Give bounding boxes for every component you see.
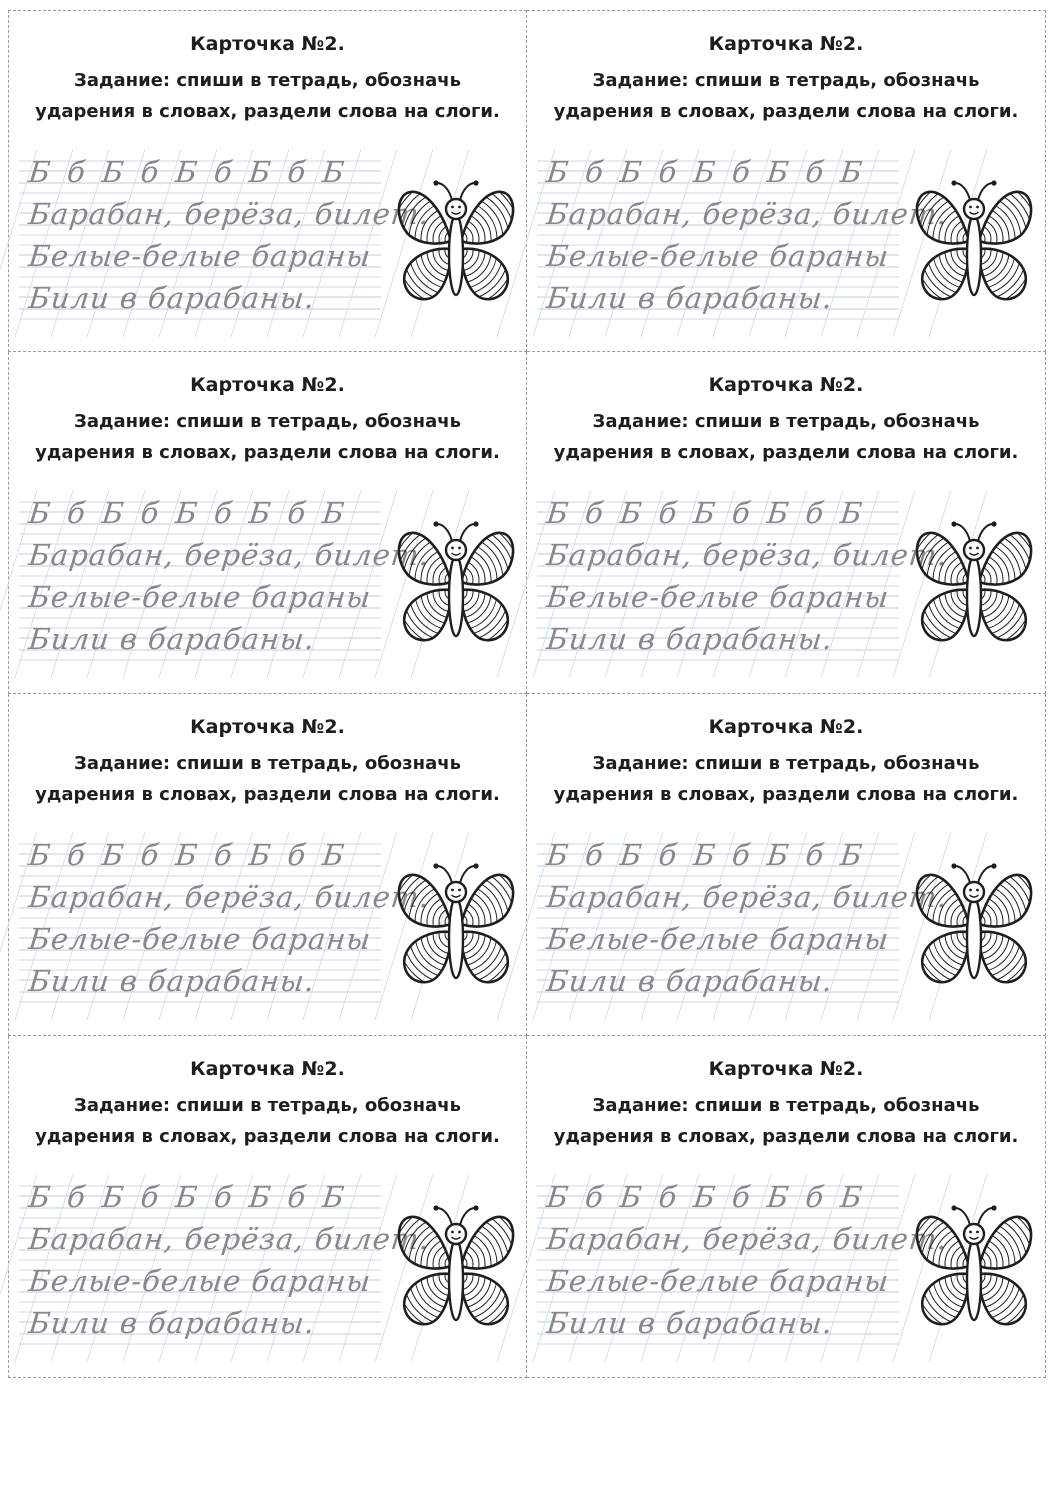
copybook-lines	[19, 1174, 432, 1362]
task-line: ударения в словах, раздели слова на слоги.	[35, 784, 500, 805]
letter-row: Б б Б б Б б Б б Б	[27, 1180, 347, 1214]
butterfly-icon	[393, 1200, 519, 1332]
letter-row: Б б Б б Б б Б б Б	[545, 838, 865, 872]
cursive-line: Белые-белые бараны	[27, 1264, 373, 1298]
butterfly-icon	[911, 858, 1037, 990]
cursive-line: Били в барабаны.	[545, 964, 835, 998]
card-task	[9, 406, 526, 468]
letter-row: Б б Б б Б б Б б Б	[545, 1180, 865, 1214]
task-line: ударения в словах, раздели слова на слоги.	[35, 101, 500, 122]
butterfly-icon	[393, 858, 519, 990]
task-line: ударения в словах, раздели слова на слоги.	[553, 1126, 1019, 1147]
task-line: ударения в словах, раздели слова на слоги.	[35, 1126, 500, 1147]
butterfly-icon	[911, 175, 1037, 307]
cursive-line: Били в барабаны.	[27, 1306, 317, 1340]
butterfly-icon	[393, 175, 519, 307]
card-title: Карточка №2.	[708, 374, 864, 396]
task-card	[8, 694, 527, 1036]
cursive-line: Белые-белые бараны	[545, 922, 891, 956]
task-line: Задание: спиши в тетрадь, обозначь	[74, 1095, 461, 1116]
task-card	[8, 352, 527, 694]
cursive-line: Били в барабаны.	[27, 964, 317, 998]
card-task	[527, 65, 1045, 127]
card-task	[9, 1090, 526, 1152]
cursive-line: Белые-белые бараны	[545, 239, 891, 273]
copybook-lines	[537, 490, 950, 678]
cursive-line: Белые-белые бараны	[27, 922, 373, 956]
copybook-lines	[19, 490, 432, 678]
task-line: Задание: спиши в тетрадь, обозначь	[592, 753, 980, 774]
cursive-line: Белые-белые бараны	[545, 580, 891, 614]
task-line: ударения в словах, раздели слова на слоги.	[553, 784, 1019, 805]
butterfly-icon	[393, 516, 519, 648]
cursive-line: Барабан, берёза, билет.	[545, 197, 950, 231]
task-line: Задание: спиши в тетрадь, обозначь	[592, 411, 980, 432]
cursive-line: Били в барабаны.	[545, 1306, 835, 1340]
cursive-line: Барабан, берёза, билет.	[545, 538, 950, 572]
letter-row: Б б Б б Б б Б б Б	[545, 496, 865, 530]
task-card	[527, 1036, 1046, 1378]
card-title: Карточка №2.	[190, 716, 345, 738]
cursive-line: Белые-белые бараны	[27, 239, 373, 273]
task-line: Задание: спиши в тетрадь, обозначь	[74, 411, 461, 432]
task-line: Задание: спиши в тетрадь, обозначь	[592, 70, 980, 91]
card-task	[527, 406, 1045, 468]
card-task	[527, 748, 1045, 810]
card-title: Карточка №2.	[708, 33, 864, 55]
task-line: Задание: спиши в тетрадь, обозначь	[74, 753, 461, 774]
task-card	[527, 10, 1046, 352]
cursive-line: Барабан, берёза, билет.	[27, 538, 432, 572]
copybook-lines	[537, 149, 950, 337]
butterfly-icon	[911, 516, 1037, 648]
task-card	[527, 352, 1046, 694]
worksheet-sheet	[8, 10, 1046, 1378]
card-title: Карточка №2.	[190, 374, 345, 396]
cursive-line: Белые-белые бараны	[545, 1264, 891, 1298]
task-line: ударения в словах, раздели слова на слоги.	[553, 101, 1019, 122]
copybook-lines	[19, 149, 432, 337]
task-card	[8, 1036, 527, 1378]
cursive-line: Барабан, берёза, билет.	[545, 1222, 950, 1256]
card-task	[9, 748, 526, 810]
card-task	[9, 65, 526, 127]
letter-row: Б б Б б Б б Б б Б	[27, 496, 347, 530]
task-card	[8, 10, 527, 352]
card-title: Карточка №2.	[190, 1058, 345, 1080]
letter-row: Б б Б б Б б Б б Б	[545, 155, 865, 189]
task-line: ударения в словах, раздели слова на слоги.	[35, 442, 500, 463]
cursive-line: Белые-белые бараны	[27, 580, 373, 614]
cursive-line: Били в барабаны.	[27, 281, 317, 315]
cursive-line: Били в барабаны.	[545, 281, 835, 315]
card-title: Карточка №2.	[190, 33, 345, 55]
cursive-line: Барабан, берёза, билет.	[27, 1222, 432, 1256]
butterfly-icon	[911, 1200, 1037, 1332]
letter-row: Б б Б б Б б Б б Б	[27, 155, 347, 189]
task-card	[527, 694, 1046, 1036]
letter-row: Б б Б б Б б Б б Б	[27, 838, 347, 872]
cursive-line: Барабан, берёза, билет.	[545, 880, 950, 914]
copybook-lines	[19, 832, 432, 1020]
task-line: Задание: спиши в тетрадь, обозначь	[592, 1095, 980, 1116]
copybook-lines	[537, 1174, 950, 1362]
copybook-lines	[537, 832, 950, 1020]
card-title: Карточка №2.	[708, 1058, 864, 1080]
task-line: ударения в словах, раздели слова на слоги.	[553, 442, 1019, 463]
cursive-line: Били в барабаны.	[27, 622, 317, 656]
cursive-line: Барабан, берёза, билет.	[27, 197, 432, 231]
card-task	[527, 1090, 1045, 1152]
cursive-line: Били в барабаны.	[545, 622, 835, 656]
cursive-line: Барабан, берёза, билет.	[27, 880, 432, 914]
task-line: Задание: спиши в тетрадь, обозначь	[74, 70, 461, 91]
card-title: Карточка №2.	[708, 716, 864, 738]
